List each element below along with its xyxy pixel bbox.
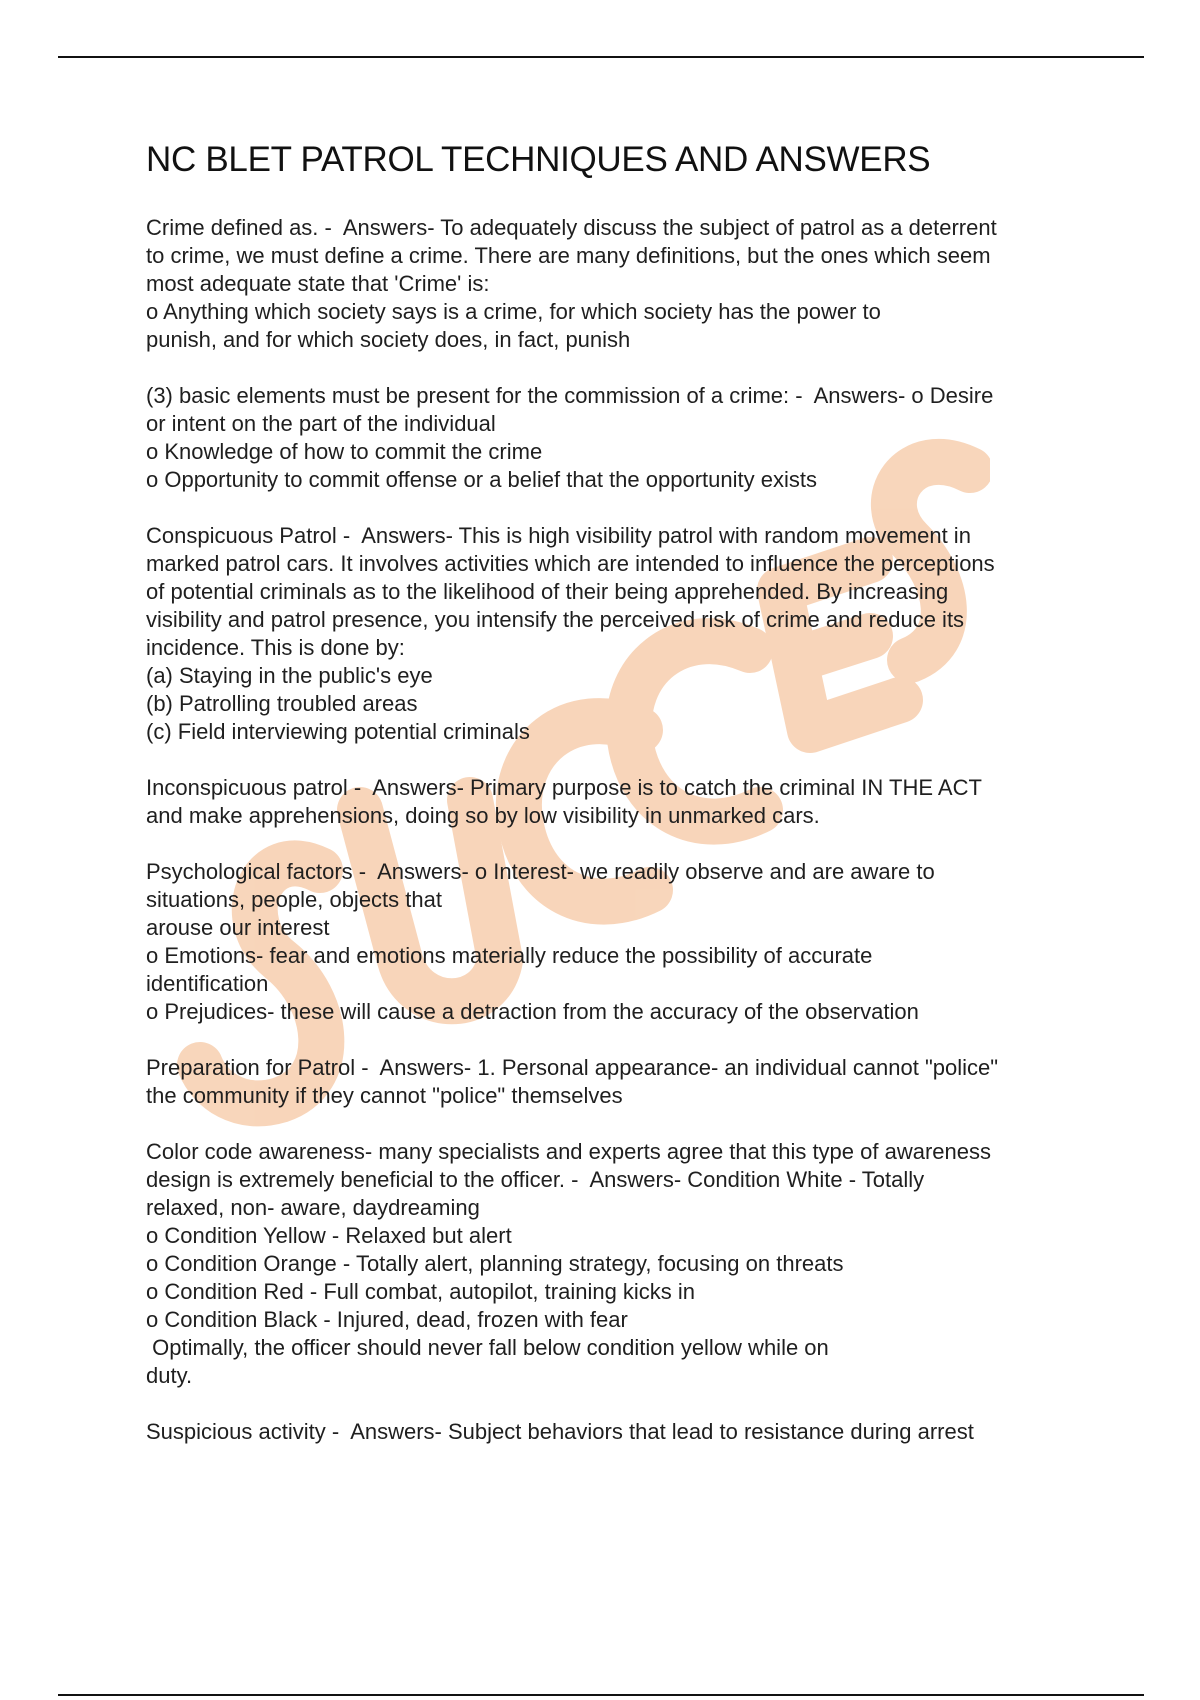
entry-line: most adequate state that 'Crime' is: xyxy=(146,271,490,296)
entry-line: o Opportunity to commit offense or a belief that the opportunity exists xyxy=(146,467,817,492)
entry-line: o Prejudices- these will cause a detraction from the accuracy of the observation xyxy=(146,999,919,1024)
entry-line: o Condition Black - Injured, dead, frozen with fear xyxy=(146,1307,628,1332)
entry-line: Suspicious activity - Answers- Subject behaviors that lead to resistance during arrest xyxy=(146,1419,974,1444)
entry-line: Crime defined as. - Answers- To adequately discuss the subject of patrol as a deterrent xyxy=(146,215,997,240)
entry-line: (3) basic elements must be present for the commission of a crime: - Answers- o Desire xyxy=(146,383,994,408)
qa-entry xyxy=(146,522,1096,746)
entry-line: arouse our interest xyxy=(146,915,330,940)
document-body xyxy=(146,140,1096,1474)
qa-entry xyxy=(146,382,1096,494)
entry-line: incidence. This is done by: xyxy=(146,635,405,660)
entry-line: and make apprehensions, doing so by low visibility in unmarked cars. xyxy=(146,803,820,828)
entry-line: o Condition Red - Full combat, autopilot, training kicks in xyxy=(146,1279,696,1304)
page-title: NC BLET PATROL TECHNIQUES AND ANSWERS xyxy=(146,140,931,179)
entry-line: identification xyxy=(146,971,269,996)
entry-line: Conspicuous Patrol - Answers- This is high visibility patrol with random movement in xyxy=(146,523,971,548)
qa-entry xyxy=(146,1418,1096,1446)
entry-line: (c) Field interviewing potential criminals xyxy=(146,719,530,744)
qa-entry xyxy=(146,774,1096,830)
entry-line: duty. xyxy=(146,1363,193,1388)
entry-line: (a) Staying in the public's eye xyxy=(146,663,433,688)
entry-line: of potential criminals as to the likelihood of their being apprehended. By increasing xyxy=(146,579,949,604)
entry-line: visibility and patrol presence, you intensify the perceived risk of crime and reduce its xyxy=(146,607,965,632)
entry-line: o Emotions- fear and emotions materially reduce the possibility of accurate xyxy=(146,943,873,968)
entry-line: to crime, we must define a crime. There are many definitions, but the ones which seem xyxy=(146,243,991,268)
entry-line: o Condition Yellow - Relaxed but alert xyxy=(146,1223,512,1248)
entry-line: Color code awareness- many specialists and experts agree that this type of awareness xyxy=(146,1139,991,1164)
entry-line: design is extremely beneficial to the officer. - Answers- Condition White - Totally xyxy=(146,1167,925,1192)
entry-line: Optimally, the officer should never fall below condition yellow while on xyxy=(146,1335,829,1360)
entry-line: situations, people, objects that xyxy=(146,887,442,912)
entry-line: the community if they cannot "police" themselves xyxy=(146,1083,623,1108)
entry-line: o Anything which society says is a crime, for which society has the power to xyxy=(146,299,881,324)
entry-line: o Knowledge of how to commit the crime xyxy=(146,439,543,464)
entry-line: marked patrol cars. It involves activities which are intended to influence the perceptions xyxy=(146,551,995,576)
top-rule xyxy=(58,56,1144,58)
entry-line: relaxed, non- aware, daydreaming xyxy=(146,1195,480,1220)
qa-entry xyxy=(146,858,1096,1026)
entry-line: or intent on the part of the individual xyxy=(146,411,496,436)
entry-line: Psychological factors - Answers- o Interest- we readily observe and are aware to xyxy=(146,859,935,884)
entry-line: o Condition Orange - Totally alert, planning strategy, focusing on threats xyxy=(146,1251,844,1276)
qa-entry xyxy=(146,1054,1096,1110)
qa-entry xyxy=(146,1138,1096,1390)
entry-line: Preparation for Patrol - Answers- 1. Personal appearance- an individual cannot "police" xyxy=(146,1055,999,1080)
qa-entry xyxy=(146,214,1096,354)
entry-line: (b) Patrolling troubled areas xyxy=(146,691,418,716)
entry-line: Inconspicuous patrol - Answers- Primary purpose is to catch the criminal IN THE ACT xyxy=(146,775,982,800)
entry-line: punish, and for which society does, in fact, punish xyxy=(146,327,631,352)
bottom-rule xyxy=(58,1694,1144,1696)
qa-list xyxy=(146,214,1096,1446)
